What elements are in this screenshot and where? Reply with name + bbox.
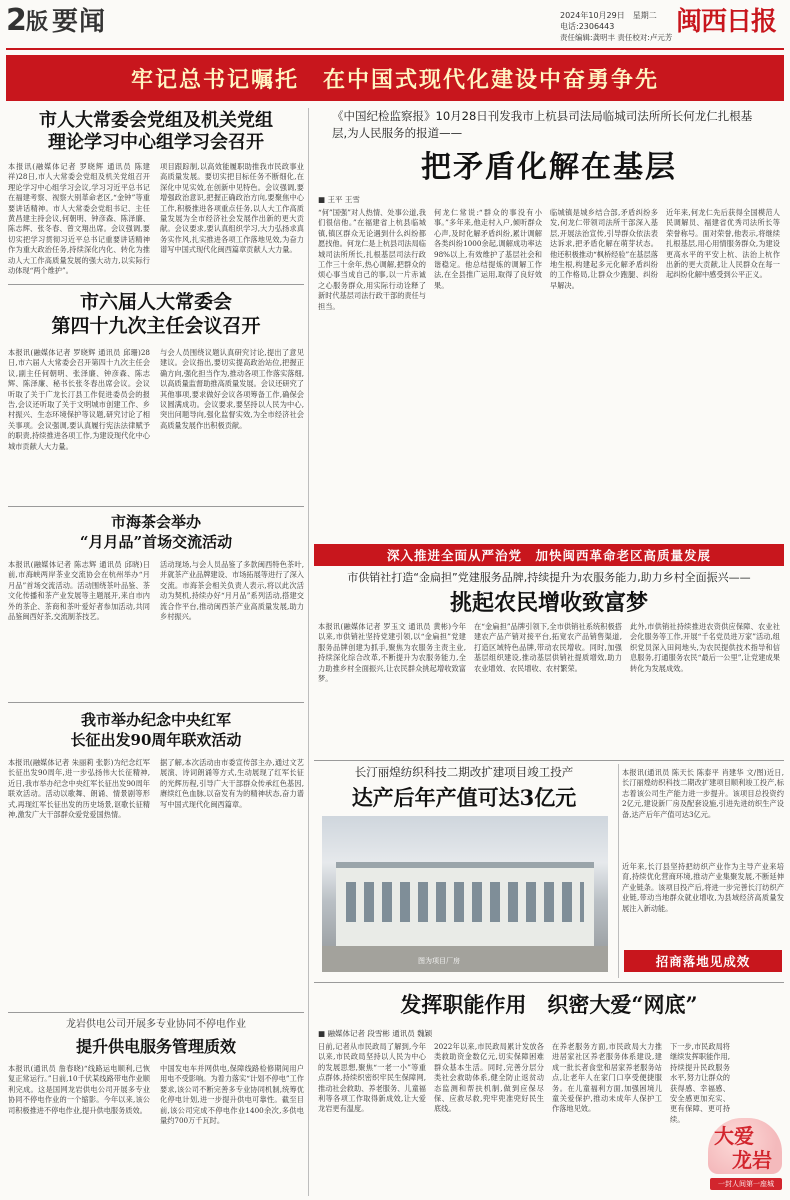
logo-line-2: 龙岩 [732,1148,772,1172]
body-col-2: 项目跟踪制,以高效能履职助推我市民政事业高质量发展。要切实把目标任务不断细化,在深化中见实效,在创新中见特色。会议强调,要增强政治意识,把握正确政治方向,要聚焦中心工作,积极推进各项重点任务,以人大工作高质量发展为全市经济社会发展作出新的更大贡献。会议要求,要认真组织学习,大力弘扬求真务实作风,扎实推进各项工作落地见效,为奋力谱写中国式现代化闽西篇章贡献人大力量。 [160,162,304,255]
article-byline: ■ 融媒体记者 段雪彬 通讯员 魏颖 [318,1029,433,1038]
page-number-suffix: 版 [26,10,49,35]
logo-line-1: 大爱 [714,1124,754,1148]
body-col-1: 本报讯(通讯员 詹春晓)“线路运电顺利,已恢复正常运行。”日前,10千伏某线路带电作业顺利完成。这是国网龙岩供电公司开展多专业协同不停电作业的一个缩影。今年以来,该公司积极推进不停电作业,提升供电服务质效。 [8,1064,150,1115]
divider [314,760,784,761]
title-line-1: 市海茶会举办 [110,513,201,531]
body-col-2: 在“金扁担”品牌引领下,全市供销社系统积极搭建农产品产销对接平台,拓宽农产品销售渠道,打造区域特色品牌,带动农民增收。同时,加强基层组织建设,推动基层供销社提质增效,助力农业增效、农民增收、农村繁荣。 [474,622,622,673]
body-col-2: 中国发电车并网供电,保障线路检修期间用户用电不受影响。为着力落实“计划不停电”工作要求,该公司不断完善多专业协同机制,统筹优化停电计划,进一步提升供电可靠性。截至目前,该公司完成不停电作业1400余次,多供电量约700万千瓦时。 [160,1064,304,1126]
title-line-2: 长征出发90周年联欢活动 [70,731,242,749]
body-col-2: 与会人员围绕议题认真研究讨论,提出了意见建议。会议指出,要切实提高政治站位,把握正确方向,强化担当作为,推动各项工作落实落细,以高质量监督助推高质量发展。会议还研究了其他事项,要求做好会议各项筹备工作,确保会议圆满成功。会议要求,要坚持以人民为中心,突出问题导向,强化监督实效,为全市经济社会高质量发展作出积极贡献。 [160,348,304,430]
band-text: 深入推进全面从严治党 加快闽西革命老区高质量发展 [386,548,711,563]
body-col-1: 本报讯(融媒体记者 罗玉文 通讯员 黄彬)今年以来,市供销社坚持党建引领,以“金扁担”党建服务品牌创建为抓手,聚焦为农服务主责主业,持续深化综合改革,不断提升为农服务能力,全力助推乡村全面振兴,让农民群众挑起增收致富梦。 [318,622,466,684]
body-col-3: 在养老服务方面,市民政局大力推进居家社区养老服务体系建设,建成一批长者食堂和居家养老服务站点,让老年人在家门口享受便捷服务。在儿童福利方面,加强困境儿童关爱保护,推动未成年人保护工作落地见效。 [552,1042,662,1114]
body-col-1: 日前,记者从市民政局了解到,今年以来,市民政局坚持以人民为中心的发展思想,聚焦“一老一小”等重点群体,持续织密织牢民生保障网,推动社会救助、养老服务、儿童福利等各项工作取得新成效,让大爱龙岩更有温度。 [318,1042,426,1114]
body-col-1: 本报讯(融媒体记者 朱丽莉 张影)为纪念红军长征出发90周年,进一步弘扬伟大长征精神,近日,我市举办纪念中央红军长征出发90周年联欢活动。活动以歌舞、朗诵、情景剧等形式,再现红军长征出发的历史场景,讴歌长征精神,激发广大干部群众爱党爱国热情。 [8,758,150,820]
article-tea-association [8,512,304,692]
body-col-4: 近年来,何龙仁先后获得全国模范人民调解员、福建省优秀司法所长等荣誉称号。面对荣誉,他表示,将继续扎根基层,用心用情服务群众,为建设更高水平的平安上杭、法治上杭作出新的更大贡献,让人民群众在每一起纠纷化解中感受到公平正义。 [666,208,780,280]
issue-date: 2024年10月29日 星期二 [560,11,657,20]
article-title: 挑起农民增收致富梦 [449,590,648,616]
section-name: 要闻 [52,7,107,37]
newspaper-logo: 闽西日报 [676,7,777,37]
body-col-2: 2022年以来,市民政局累计发放各类救助资金数亿元,切实保障困难群众基本生活。同时,完善分层分类社会救助体系,健全防止返贫动态监测和帮扶机制,做到应保尽保、应救尽救,兜牢兜准兜好民生底线。 [434,1042,544,1114]
ad-banner [624,950,782,972]
banner-text: 牢记总书记嘱托 在中国式现代化建设中奋勇争先 [130,67,659,93]
logo-tagline: 一封人间第一座城 [710,1178,782,1190]
article-grassroots-mediation [314,108,784,540]
photo-windows [346,882,584,922]
left-column-rule [308,108,309,1196]
article-kicker: 《中国纪检监察报》10月28日刊发我市上杭县司法局临城司法所所长何龙仁扎根基层,为人民服务的报道—— [332,109,753,140]
body-col-3: 此外,市供销社持续推进农资供应保障、农业社会化服务等工作,开展“千名党员进万家”活动,组织党员深入田间地头,为农民提供技术指导和信息服务,打通服务农民“最后一公里”,让党建成果转化为发展成效。 [630,622,780,673]
masthead-rule [6,48,784,50]
photo-caption: 图为项目厂房 [418,957,460,965]
textile-column-rule [618,764,619,978]
body-col-2: 何龙仁常说:“群众的事没有小事。”多年来,他走村入户,倾听群众心声,及时化解矛盾纠纷,累计调解各类纠纷1000余起,调解成功率达98%以上,有效维护了基层社会和谐稳定。他总结提炼的调解工作法,在全县推广运用,取得了良好效果。 [434,208,542,290]
photo-ground [322,946,608,972]
article-standing-committee-meeting [8,290,304,502]
page-number: 2 [6,3,27,38]
article-textile-project [314,764,614,978]
article-supply-cooperative [314,570,784,756]
body-col-2: 近年来,长汀县坚持把纺织产业作为主导产业来培育,持续优化营商环境,推动产业集聚发展,不断延伸产业链条。该项目投产后,将进一步完善长汀纺织产业链,带动当地群众就业增收,为县域经济高质量发展注入新动能。 [622,862,784,913]
article-title: 把矛盾化解在基层 [421,150,677,185]
article-title [8,710,304,750]
title-line-2: 第四十九次主任会议召开 [51,315,261,337]
article-title [8,110,304,154]
article-power-supply [8,1018,304,1196]
body-col-1: 本报讯(融媒体记者 陈志辉 通讯员 邱晓)日前,市海峡两岸茶业交流协会在杭州举办“月月品”首场交流活动。活动围绕茶叶品鉴、茶文化传播和茶产业发展等主题展开,来自市内外的茶企、茶商和茶叶爱好者参加活动,共同品鉴闽西好茶,交流制茶技艺。 [8,560,150,622]
section-band [314,544,784,566]
article-title [8,512,304,552]
divider [8,702,304,703]
title-line-2: 理论学习中心组学习会召开 [48,132,264,153]
title-line-1: 市人大常委会党组及机关党组 [39,110,273,131]
article-standing-committee-study [8,110,304,280]
article-textile-body [622,768,784,946]
article-title: 发挥职能作用 织密大爱“网底” [400,992,698,1017]
body-col-4: 下一步,市民政局将继续发挥职能作用,持续提升民政服务水平,努力让群众的获得感、幸福感、安全感更加充实、更有保障、更可持续。 [670,1042,730,1124]
divider [8,506,304,507]
article-kicker: 长汀丽煌纺织科技二期改扩建项目竣工投产 [354,765,574,779]
body-col-2: 据了解,本次活动由市委宣传部主办,通过文艺展演、诗词朗诵等方式,生动展现了红军长征的光辉历程,引导广大干部群众传承红色基因,赓续红色血脉,以奋发有为的精神状态,奋力谱写中国式现代化闽西篇章。 [160,758,304,809]
article-long-march-event [8,710,304,910]
article-kicker: 市供销社打造“金扁担”党建服务品牌,持续提升为农服务能力,助力乡村全面振兴—— [347,571,751,584]
masthead [0,0,790,52]
article-byline: ■ 王平 王雪 [318,195,360,204]
ad-text: 招商落地见成效 [655,954,751,969]
divider [314,982,784,983]
title-line-1: 我市举办纪念中央红军 [80,711,231,729]
title-line-1: 市六届人大常委会 [79,291,232,313]
body-col-1: “何”国强”对人热情、处事公道,我们很信他。”在福建省上杭县临城镇,镇区群众无论遇到什么纠纷都愿找他。何龙仁是上杭县司法局临城司法所所长,扎根基层司法行政工作三十余年,热心调解,把群众的烦心事当成自己的事,以一片赤诚之心服务群众,用实际行动诠释了新时代基层司法行政干部的责任与担当。 [318,208,426,311]
editors-line: 责任编辑:龚明丰 责任校对:卢元芳 [560,33,673,42]
article-title [8,290,304,338]
article-kicker: 龙岩供电公司开展多专业协同不停电作业 [66,1019,246,1030]
headline-banner [6,55,784,101]
phone-number: 电话:2306443 [560,22,615,31]
body-col-1: 本报讯(融媒体记者 罗晓辉 通讯员 邱珊)28日,市六届人大常委会召开第四十九次主任会议,副主任何朝明、张泽廉、钟彦森、陈志辉、陈泽廉、秘书长张冬春出席会议。会议听取了关于广龙长汀县工作促进委员会的报告,会议还听取了关于文明城市创建工作、乡村振兴、生态环境保护等议题,研究讨论了相关事项。会议强调,要认真履行宪法法律赋予的职责,持续推进各项工作,为建设现代化中心城市贡献人大力量。 [8,348,150,451]
article-title: 提升供电服务管理质效 [75,1037,236,1056]
body-col-1: 本报讯(通讯员 陈天长 陈泰平 肖建华 文/图)近日,长汀丽煌纺织科技二期改扩建项目顺利竣工投产,标志着该公司生产能力进一步提升。该项目总投资约2亿元,建设新厂房及配套设施,引进先进纺织生产设备,达产后年产值可达3亿元。 [622,768,784,819]
divider [8,1012,304,1013]
factory-photo [322,816,608,972]
body-col-1: 本报讯(融媒体记者 罗晓辉 通讯员 陈建祥)28日,市人大常委会党组及机关党组召开理论学习中心组学习会议,学习习近平总书记在福建考察、视察大别革命老区,“金钟”等重要讲话精神。市人大常委会党组书记、主任黄昌建主持会议,何朝明、钟彦森、陈泽廉、陈志辉、张冬春、曾文翔出席。会议强调,要切实把学习贯彻习近平总书记重要讲话精神作为重大政治任务,持续深化内化、转化为推动人大工作高质量发展的强大动力,以实际行动体现“两个维护”。 [8,162,150,276]
body-col-3: 临城镇是城乡结合部,矛盾纠纷多发,何龙仁带领司法所干部深入基层,开展法治宣传,引导群众依法表达诉求,把矛盾化解在萌芽状态。他还积极推动“枫桥经验”在基层落地生根,构建起多元化解矛盾纠纷的工作格局,让群众少跑腿、纠纷早解决。 [550,208,658,290]
article-title: 达产后年产值可达3亿元 [351,785,577,810]
divider [8,284,304,285]
body-col-2: 活动现场,与会人员品鉴了多款闽西特色茶叶,并就茶产业品牌建设、市场拓展等进行了深入交流。市海茶会相关负责人表示,将以此次活动为契机,持续办好“月月品”系列活动,搭建交流合作平台,推动闽西茶产业高质量发展,助力乡村振兴。 [160,560,304,622]
title-line-2: “月月品”首场交流活动 [79,533,233,551]
daai-longyan-logo [706,1116,784,1196]
